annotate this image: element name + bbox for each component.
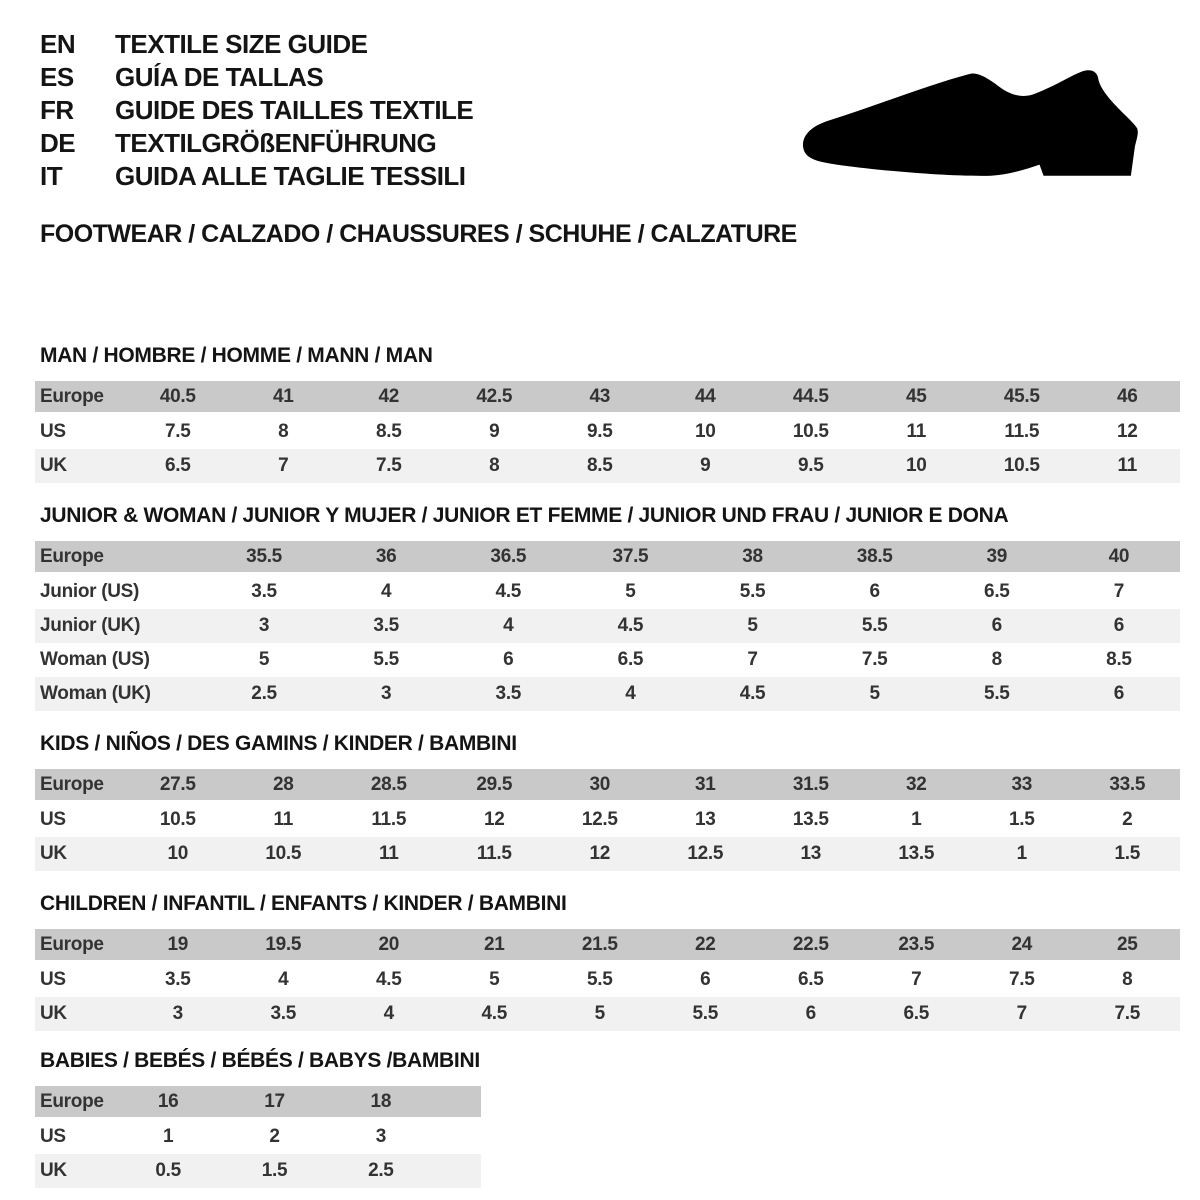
row-label: Europe bbox=[35, 381, 125, 415]
size-cell: 11 bbox=[336, 837, 442, 871]
size-cell: 7.5 bbox=[1008, 969, 1035, 990]
size-cell: 6.5 bbox=[125, 449, 231, 483]
lang-code: IT bbox=[40, 161, 63, 191]
size-cell: 1.5 bbox=[1008, 809, 1035, 830]
lang-title: GUÍA DE TALLAS bbox=[115, 62, 324, 92]
size-cell: 32 bbox=[864, 769, 970, 803]
size-cell: 1 bbox=[911, 809, 922, 830]
size-cell: 3 bbox=[203, 609, 325, 643]
section-title: MAN / HOMBRE / HOMME / MANN / MAN bbox=[40, 344, 433, 367]
lang-code: DE bbox=[40, 128, 76, 158]
size-cell: 12 bbox=[483, 809, 505, 830]
size-cell: 4 bbox=[278, 969, 289, 990]
size-cell: 4 bbox=[336, 997, 442, 1031]
size-table bbox=[35, 541, 1180, 711]
size-cell: 35.5 bbox=[203, 541, 325, 575]
size-cell: 25 bbox=[1075, 929, 1181, 963]
size-cell: 10.5 bbox=[231, 837, 337, 871]
size-cell: 2.5 bbox=[328, 1154, 434, 1188]
row-label: Woman (US) bbox=[40, 649, 150, 670]
spacer-cell bbox=[434, 1086, 481, 1120]
size-cell: 2.5 bbox=[203, 677, 325, 711]
size-cell: 40.5 bbox=[125, 381, 231, 415]
table-row bbox=[35, 643, 1180, 677]
size-cell: 27.5 bbox=[125, 769, 231, 803]
lang-code: EN bbox=[40, 29, 76, 59]
size-cell: 40 bbox=[1058, 541, 1180, 575]
table-row bbox=[35, 1154, 481, 1188]
size-cell: 12.5 bbox=[581, 809, 618, 830]
size-cell: 13.5 bbox=[792, 809, 829, 830]
row-label: UK bbox=[35, 1154, 115, 1188]
section-title: CHILDREN / INFANTIL / ENFANTS / KINDER / BAMBINI bbox=[40, 892, 567, 915]
size-cell: 10.5 bbox=[969, 449, 1075, 483]
spacer-cell bbox=[434, 1154, 481, 1188]
size-cell: 7.5 bbox=[1075, 997, 1181, 1031]
size-cell: 12 bbox=[1116, 421, 1138, 442]
size-cell: 3 bbox=[375, 1126, 386, 1147]
row-label: Junior (US) bbox=[40, 581, 140, 602]
size-cell: 17 bbox=[221, 1086, 327, 1120]
size-cell: 33 bbox=[969, 769, 1075, 803]
size-table-children bbox=[35, 929, 1180, 1031]
size-cell: 4.5 bbox=[495, 581, 522, 602]
row-label: Europe bbox=[35, 929, 125, 963]
section-junior-woman bbox=[35, 505, 1180, 711]
size-cell: 1 bbox=[163, 1126, 174, 1147]
size-cell: 31.5 bbox=[758, 769, 864, 803]
size-cell: 6 bbox=[700, 969, 711, 990]
size-cell: 1.5 bbox=[1075, 837, 1181, 871]
size-cell: 36.5 bbox=[447, 541, 569, 575]
size-cell: 19 bbox=[125, 929, 231, 963]
size-cell: 31 bbox=[653, 769, 759, 803]
size-cell: 4.5 bbox=[375, 969, 402, 990]
lang-row-es bbox=[40, 61, 473, 94]
row-label: Woman (UK) bbox=[35, 677, 203, 711]
table-row bbox=[35, 541, 1180, 575]
table-row bbox=[35, 1120, 481, 1154]
size-cell: 6.5 bbox=[984, 581, 1010, 602]
size-cell: 23.5 bbox=[864, 929, 970, 963]
lang-title: TEXTILE SIZE GUIDE bbox=[115, 29, 368, 59]
table-row bbox=[35, 575, 1180, 609]
size-cell: 4 bbox=[569, 677, 691, 711]
section-title: BABIES / BEBÉS / BÉBÉS / BABYS /BAMBINI bbox=[40, 1049, 480, 1072]
section-title: JUNIOR & WOMAN / JUNIOR Y MUJER / JUNIOR ET FEMME / JUNIOR UND FRAU / JUNIOR E DONA bbox=[40, 504, 1009, 527]
size-table bbox=[35, 1086, 481, 1188]
size-cell: 19.5 bbox=[231, 929, 337, 963]
size-cell: 5 bbox=[489, 969, 500, 990]
table-row bbox=[35, 415, 1180, 449]
size-cell: 5 bbox=[814, 677, 936, 711]
size-cell: 7 bbox=[1113, 581, 1125, 602]
size-cell: 6.5 bbox=[864, 997, 970, 1031]
size-cell: 10.5 bbox=[159, 809, 196, 830]
size-cell: 36 bbox=[325, 541, 447, 575]
row-label: UK bbox=[35, 449, 125, 483]
size-cell: 21.5 bbox=[547, 929, 653, 963]
table-row bbox=[35, 1086, 481, 1120]
row-label: Europe bbox=[35, 541, 203, 575]
lang-title: GUIDA ALLE TAGLIE TESSILI bbox=[115, 161, 466, 191]
size-cell: 29.5 bbox=[442, 769, 548, 803]
size-cell: 7.5 bbox=[336, 449, 442, 483]
size-cell: 8 bbox=[278, 421, 289, 442]
size-cell: 3 bbox=[125, 997, 231, 1031]
row-label: US bbox=[40, 969, 66, 990]
size-cell: 28 bbox=[231, 769, 337, 803]
size-cell: 38.5 bbox=[814, 541, 936, 575]
size-cell: 7 bbox=[969, 997, 1075, 1031]
size-cell: 21 bbox=[442, 929, 548, 963]
category-line: FOOTWEAR / CALZADO / CHAUSSURES / SCHUHE / CALZATURE bbox=[40, 220, 797, 248]
section-title: KIDS / NIÑOS / DES GAMINS / KINDER / BAMBINI bbox=[40, 732, 517, 755]
row-label: Junior (UK) bbox=[35, 609, 203, 643]
size-cell: 5 bbox=[625, 581, 636, 602]
table-row bbox=[35, 997, 1180, 1031]
table-row bbox=[35, 677, 1180, 711]
size-cell: 3.5 bbox=[447, 677, 569, 711]
size-cell: 45 bbox=[864, 381, 970, 415]
size-cell: 33.5 bbox=[1075, 769, 1181, 803]
size-cell: 5 bbox=[547, 997, 653, 1031]
row-label: US bbox=[40, 1126, 66, 1147]
size-cell: 37.5 bbox=[569, 541, 691, 575]
size-cell: 7 bbox=[231, 449, 337, 483]
size-table-man bbox=[35, 381, 1180, 483]
size-cell: 20 bbox=[336, 929, 442, 963]
size-cell: 8 bbox=[991, 649, 1002, 670]
size-cell: 9.5 bbox=[586, 421, 613, 442]
size-cell: 11.5 bbox=[1004, 421, 1040, 442]
table-row bbox=[35, 837, 1180, 871]
section-kids bbox=[35, 733, 1180, 871]
size-cell: 6 bbox=[1058, 677, 1180, 711]
row-label: UK bbox=[35, 837, 125, 871]
row-label: Europe bbox=[35, 769, 125, 803]
size-cell: 0.5 bbox=[115, 1154, 221, 1188]
size-cell: 43 bbox=[547, 381, 653, 415]
size-cell: 45.5 bbox=[969, 381, 1075, 415]
table-row bbox=[35, 381, 1180, 415]
size-cell: 3.5 bbox=[231, 997, 337, 1031]
size-cell: 4.5 bbox=[692, 677, 814, 711]
section-babies bbox=[35, 1050, 481, 1188]
size-cell: 7.5 bbox=[861, 649, 888, 670]
size-cell: 2 bbox=[269, 1126, 280, 1147]
size-cell: 6.5 bbox=[797, 969, 824, 990]
size-cell: 10 bbox=[864, 449, 970, 483]
size-cell: 10.5 bbox=[792, 421, 829, 442]
lang-code: ES bbox=[40, 62, 74, 92]
size-cell: 13 bbox=[694, 809, 716, 830]
size-table-kids bbox=[35, 769, 1180, 871]
size-cell: 11 bbox=[273, 809, 293, 830]
size-cell: 5.5 bbox=[586, 969, 613, 990]
spacer-cell bbox=[434, 1120, 481, 1154]
size-cell: 5.5 bbox=[653, 997, 759, 1031]
table-row bbox=[35, 963, 1180, 997]
size-cell: 4 bbox=[381, 581, 392, 602]
shoe-icon bbox=[800, 66, 1140, 182]
size-cell: 8 bbox=[1122, 969, 1133, 990]
size-cell: 13 bbox=[758, 837, 864, 871]
size-table-babies bbox=[35, 1086, 481, 1188]
table-row bbox=[35, 449, 1180, 483]
size-cell: 10 bbox=[694, 421, 716, 442]
row-label: UK bbox=[35, 997, 125, 1031]
size-cell: 4 bbox=[447, 609, 569, 643]
size-cell: 18 bbox=[328, 1086, 434, 1120]
size-cell: 9 bbox=[489, 421, 500, 442]
size-cell: 13.5 bbox=[864, 837, 970, 871]
size-cell: 8 bbox=[442, 449, 548, 483]
size-cell: 41 bbox=[231, 381, 337, 415]
section-children bbox=[35, 893, 1180, 1031]
size-cell: 11 bbox=[1075, 449, 1181, 483]
size-cell: 22 bbox=[653, 929, 759, 963]
row-label: US bbox=[40, 809, 66, 830]
lang-title: GUIDE DES TAILLES TEXTILE bbox=[115, 95, 474, 125]
size-table-junior-woman bbox=[35, 541, 1180, 711]
size-cell: 2 bbox=[1122, 809, 1133, 830]
lang-row-it bbox=[40, 160, 473, 193]
size-cell: 1 bbox=[969, 837, 1075, 871]
size-cell: 5.5 bbox=[739, 581, 766, 602]
size-cell: 28.5 bbox=[336, 769, 442, 803]
size-cell: 3.5 bbox=[251, 581, 277, 602]
size-cell: 30 bbox=[547, 769, 653, 803]
size-cell: 8.5 bbox=[547, 449, 653, 483]
size-cell: 6.5 bbox=[617, 649, 644, 670]
size-cell: 11 bbox=[906, 421, 926, 442]
size-cell: 5 bbox=[258, 649, 270, 670]
size-cell: 1.5 bbox=[221, 1154, 327, 1188]
size-cell: 8.5 bbox=[375, 421, 402, 442]
size-cell: 8.5 bbox=[1106, 649, 1132, 670]
size-cell: 4.5 bbox=[442, 997, 548, 1031]
size-cell: 11.5 bbox=[371, 809, 407, 830]
lang-row-en bbox=[40, 28, 473, 61]
size-cell: 6 bbox=[1058, 609, 1180, 643]
size-cell: 6 bbox=[869, 581, 880, 602]
size-cell: 3.5 bbox=[325, 609, 447, 643]
size-cell: 42.5 bbox=[442, 381, 548, 415]
size-cell: 11.5 bbox=[442, 837, 548, 871]
size-cell: 42 bbox=[336, 381, 442, 415]
size-cell: 38 bbox=[692, 541, 814, 575]
size-cell: 44.5 bbox=[758, 381, 864, 415]
size-cell: 22.5 bbox=[758, 929, 864, 963]
size-table bbox=[35, 929, 1180, 1031]
size-cell: 6 bbox=[503, 649, 514, 670]
size-cell: 5 bbox=[692, 609, 814, 643]
size-cell: 12.5 bbox=[653, 837, 759, 871]
row-label: US bbox=[40, 421, 66, 442]
size-cell: 5.5 bbox=[373, 649, 399, 670]
size-cell: 39 bbox=[936, 541, 1058, 575]
size-cell: 24 bbox=[969, 929, 1075, 963]
table-row bbox=[35, 803, 1180, 837]
table-row bbox=[35, 929, 1180, 963]
table-row bbox=[35, 609, 1180, 643]
size-cell: 9.5 bbox=[758, 449, 864, 483]
row-label: Europe bbox=[35, 1086, 115, 1120]
size-table bbox=[35, 381, 1180, 483]
size-cell: 3 bbox=[325, 677, 447, 711]
size-table bbox=[35, 769, 1180, 871]
size-cell: 7.5 bbox=[164, 421, 191, 442]
size-cell: 5.5 bbox=[814, 609, 936, 643]
size-cell: 6 bbox=[936, 609, 1058, 643]
size-cell: 7 bbox=[911, 969, 922, 990]
size-cell: 3.5 bbox=[164, 969, 191, 990]
size-cell: 44 bbox=[653, 381, 759, 415]
size-cell: 4.5 bbox=[569, 609, 691, 643]
lang-title: TEXTILGRÖßENFÜHRUNG bbox=[115, 128, 437, 158]
lang-code: FR bbox=[40, 95, 74, 125]
section-man bbox=[35, 345, 1180, 483]
table-row bbox=[35, 769, 1180, 803]
size-cell: 9 bbox=[653, 449, 759, 483]
size-cell: 10 bbox=[125, 837, 231, 871]
language-title-list bbox=[40, 28, 473, 193]
size-cell: 7 bbox=[747, 649, 758, 670]
size-cell: 6 bbox=[758, 997, 864, 1031]
size-cell: 16 bbox=[115, 1086, 221, 1120]
size-cell: 5.5 bbox=[936, 677, 1058, 711]
lang-row-de bbox=[40, 127, 473, 160]
size-cell: 46 bbox=[1075, 381, 1181, 415]
lang-row-fr bbox=[40, 94, 473, 127]
size-cell: 12 bbox=[547, 837, 653, 871]
